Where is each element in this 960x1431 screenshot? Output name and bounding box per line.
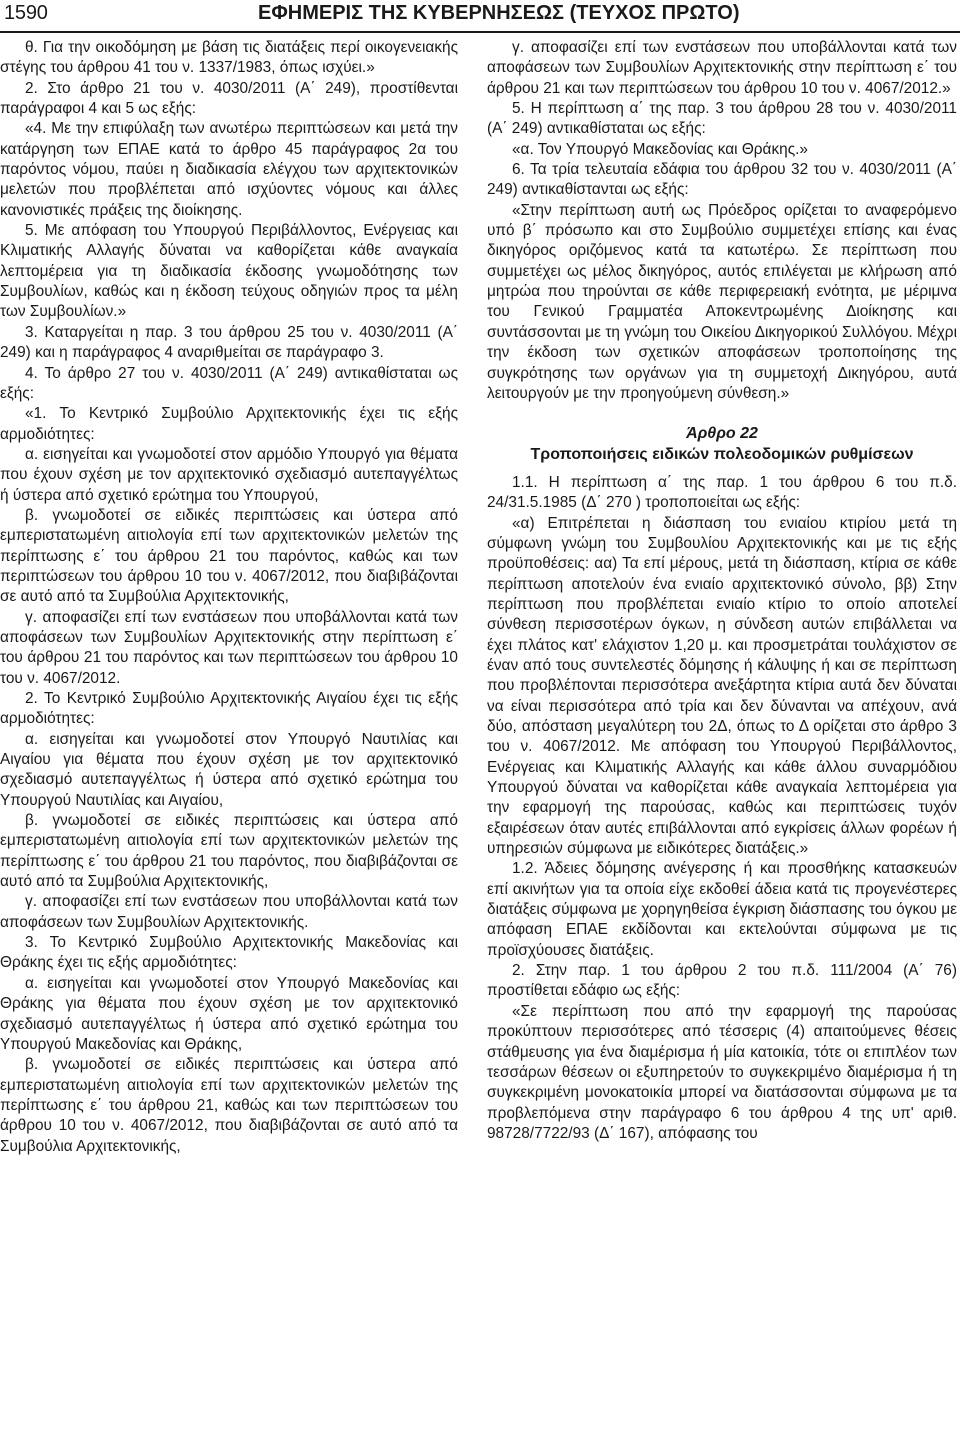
left-column [0, 38, 458, 1157]
article-number: Άρθρο 22 [686, 425, 758, 443]
paragraph: β. γνωμοδοτεί σε ειδικές περιπτώσεις και ύστερα από εμπεριστατωμένη αιτιολογία επί των αρχιτεκτονικών μελετών της περίπτωσης ε΄ του άρθρου 21, καθώς και των περιπτώσεων του άρθρου 10 του ν. 4067/2012, που διαβιβάζονται σε αυτό από τα Συμβούλια Αρχιτεκτονικής, [0, 1056, 458, 1155]
page-header [0, 0, 960, 34]
paragraph: 3. Καταργείται η παρ. 3 του άρθρου 25 του ν. 4030/2011 (Α΄ 249) και η παράγραφος 4 αναριθμείται σε παράγραφο 3. [0, 323, 458, 362]
header-rule [0, 31, 960, 33]
paragraph: α. εισηγείται και γνωμοδοτεί στον Υπουργό Ναυτιλίας και Αιγαίου για θέματα που έχουν σχέση με τον αρχιτεκτονικό σχεδιασμό αυτεπαγγέλτως ή ύστερα από σχετικό ερώτημα του Υπουργού Ναυτιλίας και Αιγαίου, [0, 730, 458, 809]
paragraph: 1.1. Η περίπτωση α΄ της παρ. 1 του άρθρου 6 του π.δ. 24/31.5.1985 (Δ΄ 270 ) τροποποιείται ως εξής: [487, 473, 957, 512]
paragraph: γ. αποφασίζει επί των ενστάσεων που υποβάλλονται κατά των αποφάσεων των Συμβουλίων Αρχιτεκτονικής στην περίπτωση ε΄ του άρθρου 21 του παρόντος και των περιπτώσεων του άρθρου 10 του ν. 4067/2012. [0, 608, 458, 687]
right-column [487, 38, 957, 1144]
article-title: Τροποποιήσεις ειδικών πολεοδομικών ρυθμίσεων [530, 445, 914, 463]
paragraph: 2. Στην παρ. 1 του άρθρου 2 του π.δ. 111/2004 (Α΄ 76) προστίθεται εδάφιο ως εξής: [487, 962, 957, 1000]
paragraph: «α) Επιτρέπεται η διάσπαση του ενιαίου κτιρίου μετά τη σύμφωνη γνώμη του Συμβουλίου Αρχιτεκτονικής και με τις εξής προϋποθέσεις: αα) Τα επί μέρους, μετά τη διάσπαση, κτίρια σε κάθε περίπτωση αποτελούν ένα ενιαίο αρχιτεκτονικό σύνολο, ββ) Στην περίπτωση που προβλέπεται ενιαίο κτίριο το οποίο αποτελεί σύνθεση περισσοτέρων όγκων, η σύνδεση αυτών επιβάλλεται να έχει πλάτος κατ' ελάχιστον 1,20 μ. και προσμετράται τουλάχιστον σε έναν από τους συντελεστές δόμησης ή κάλυψης ή και σε περίπτωση που προβλέπονται περισσότερα ανεξάρτητα κτίρια αυτά δεν δύναται να είναι περισσότερα από τρία και δεν δύνανται να απέχουν, ανά δύο, απόσταση μεγαλύτερη του 2Δ, όπως το Δ ορίζεται στο άρθρο 3 του ν. 4067/2012. Με απόφαση του Υπουργού Περιβάλλοντος, Ενέργειας και Κλιματικής Αλλαγής και κάθε άλλου συναρμόδιου Υπουργού δύναται να καθορίζεται κάθε αναγκαία λεπτομέρεια για την εφαρμογή της παρούσας, καθώς και περιπτώσεις τυχόν εξαιρέσεων όταν αυτές επιβάλλονται από εγκρίσεις άλλων φορέων ή υπηρεσιών σύμφωνα με ειδικότερες διατάξεις.» [487, 514, 957, 858]
paragraph: 2. Το Κεντρικό Συμβούλιο Αρχιτεκτονικής Αιγαίου έχει τις εξής αρμοδιότητες: [0, 690, 458, 728]
paragraph: α. εισηγείται και γνωμοδοτεί στον Υπουργό Μακεδονίας και Θράκης για θέματα που έχουν σχέση με τον αρχιτεκτονικό σχεδιασμό αυτεπαγγέλτως ή ύστερα από σχετικό ερώτημα του Υπουργού Μακεδονίας και Θράκης, [0, 974, 458, 1053]
paragraph: β. γνωμοδοτεί σε ειδικές περιπτώσεις και ύστερα από εμπεριστατωμένη αιτιολογία επί των αρχιτεκτονικών μελετών της περίπτωσης ε΄ του άρθρου 21 του παρόντος, καθώς και των περιπτώσεων του άρθρου 10 του ν. 4067/2012, που διαβιβάζονται σε αυτό από τα Συμβούλια Αρχιτεκτονικής, [0, 506, 458, 606]
spacer [487, 404, 957, 424]
paragraph: 6. Τα τρία τελευταία εδάφια του άρθρου 32 του ν. 4030/2011 (Α΄ 249) αντικαθίστανται ως εξής: [487, 161, 957, 199]
paragraph: 2. Στο άρθρο 21 του ν. 4030/2011 (Α΄ 249), προστίθενται παράγραφοι 4 και 5 ως εξής: [0, 79, 458, 118]
paragraph: «4. Με την επιφύλαξη των ανωτέρω περιπτώσεων και μετά την κατάργηση των ΕΠΑΕ κατά το άρθρο 45 παράγραφος 2α του παρόντος νόμου, παύει η διαδικασία ελέγχου των αρχιτεκτονικών μελετών που προβλέπεται από ισχύοντες νόμους και άλλες κανονιστικές πράξεις της διοίκησης. [0, 120, 458, 219]
paragraph: 1.2. Άδειες δόμησης ανέγερσης ή και προσθήκης κατασκευών επί ακινήτων για τα οποία είχε εκδοθεί άδεια κατά τις προγενέστερες διατάξεις σύμφωνα με χορηγηθείσα έγκριση διάσπασης του όγκου με απόφαση ΕΠΑΕ εκδίδονται και εκτελούνται σύμφωνα με τις προϊσχύουσες διατάξεις. [487, 860, 957, 959]
paragraph: «Στην περίπτωση αυτή ως Πρόεδρος ορίζεται το αναφερόμενο υπό β΄ πρόσωπο και στο Συμβούλιο συμμετέχει επίσης και ένας δικηγόρος οριζόμενος κατά τα κατωτέρω. Σε περίπτωση που συμμετέχει ως μέλος δικηγόρος, αυτός επιλέγεται με κλήρωση από μητρώα που τηρούνται σε κάθε περιφερειακή ενότητα, με μέριμνα του Γενικού Γραμματέα Αποκεντρωμένης Διοίκησης και συντάσσονται με τη γνώμη του Οικείου Δικηγορικού Συλλόγου. Μέχρι την έκδοση των σχετικών αποφάσεων τροποποίησης της συγκρότησης των οργάνων για τη συμμετοχή Δικηγόρου, αυτά λειτουργούν με την προηγούμενη σύνθεση.» [487, 201, 957, 402]
paragraph: γ. αποφασίζει επί των ενστάσεων που υποβάλλονται κατά των αποφάσεων των Συμβουλίων Αρχιτεκτονικής. [0, 893, 458, 931]
paragraph: 5. Η περίπτωση α΄ της παρ. 3 του άρθρου 28 του ν. 4030/2011 (Α΄ 249) αντικαθίσταται ως εξής: [487, 100, 957, 138]
spacer [487, 465, 957, 473]
paragraph: α. εισηγείται και γνωμοδοτεί στον αρμόδιο Υπουργό για θέματα που έχουν σχέση με τον αρχιτεκτονικό σχεδιασμό αυτεπαγγέλτως ή ύστερα από σχετικό ερώτημα του Υπουργού, [0, 445, 458, 504]
paragraph: θ. Για την οικοδόμηση με βάση τις διατάξεις περί οικογενειακής στέγης του άρθρου 41 του ν. 1337/1983, όπως ισχύει.» [0, 39, 458, 77]
paragraph: β. γνωμοδοτεί σε ειδικές περιπτώσεις και ύστερα από εμπεριστατωμένη αιτιολογία επί των αρχιτεκτονικών μελετών της περίπτωσης ε΄ του άρθρου 21 του παρόντος, που διαβιβάζονται σε αυτό από τα Συμβούλια Αρχιτεκτονικής, [0, 812, 458, 891]
paragraph: 3. Το Κεντρικό Συμβούλιο Αρχιτεκτονικής Μακεδονίας και Θράκης έχει τις εξής αρμοδιότητες: [0, 934, 458, 972]
paragraph: 4. Το άρθρο 27 του ν. 4030/2011 (Α΄ 249) αντικαθίσταται ως εξής: [0, 364, 458, 402]
paragraph: «Σε περίπτωση που από την εφαρμογή της παρούσας προκύπτουν περισσότερες από τέσσερις (4) απαιτούμενες θέσεις στάθμευσης για ένα διαμέρισμα ή μία κατοικία, τότε οι επιπλέον των τεσσάρων θέσεων οι εξυπηρετούν το συγκεκριμένο διαμέρισμα ή τη συγκεκριμένη μονοκατοικία μπορεί να διατάσσονται σύμφωνα με τα προβλεπόμενα στην παράγραφο 6 του άρθρου 4 της υπ' αριθ. 98728/7722/93 (Δ΄ 167), απόφασης του [487, 1002, 957, 1142]
paragraph: «1. Το Κεντρικό Συμβούλιο Αρχιτεκτονικής έχει τις εξής αρμοδιότητες: [0, 405, 458, 443]
gazette-title: ΕΦΗΜΕΡΙΣ ΤΗΣ ΚΥΒΕΡΝΗΣΕΩΣ (ΤΕΥΧΟΣ ΠΡΩΤΟ) [258, 2, 740, 24]
paragraph: «α. Τον Υπουργό Μακεδονίας και Θράκης.» [512, 140, 808, 158]
page-number: 1590 [4, 2, 48, 24]
paragraph: 5. Με απόφαση του Υπουργού Περιβάλλοντος, Ενέργειας και Κλιματικής Αλλαγής δύναται να καθορίζεται κάθε αναγκαία λεπτομέρεια για τη διαδικασία έκδοσης γνωμοδότησης των Συμβουλίων, καθώς και η έκδοση τεύχους οδηγιών προς τα μέλη των Συμβουλίων.» [0, 222, 458, 321]
paragraph: γ. αποφασίζει επί των ενστάσεων που υποβάλλονται κατά των αποφάσεων των Συμβουλίων Αρχιτεκτονικής στην περίπτωση ε΄ του άρθρου 21 και των περιπτώσεων του άρθρου 10 του ν. 4067/2012.» [487, 39, 957, 97]
